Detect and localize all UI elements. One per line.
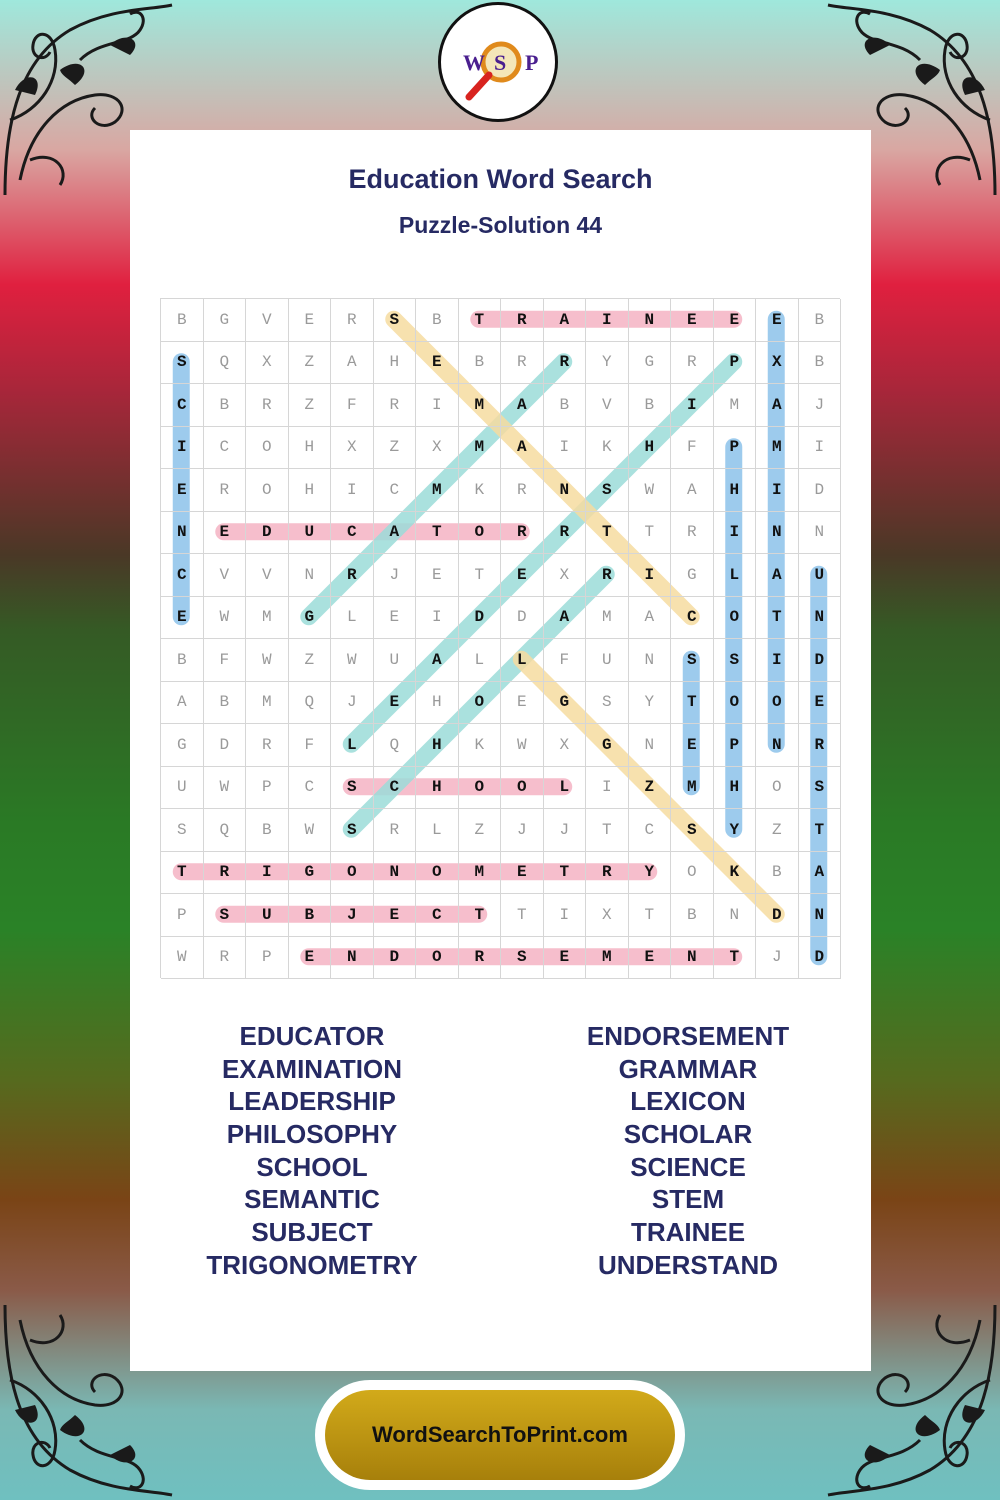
grid-cell: A <box>629 597 672 640</box>
grid-cell: W <box>246 639 289 682</box>
grid-cell: S <box>204 894 247 937</box>
grid-cell: J <box>331 682 374 725</box>
grid-cell: B <box>799 299 842 342</box>
grid-cell: Z <box>756 809 799 852</box>
grid-cell: T <box>629 894 672 937</box>
grid-cell: C <box>374 767 417 810</box>
grid-cell: O <box>246 469 289 512</box>
grid-cell: W <box>331 639 374 682</box>
grid-cell: G <box>629 342 672 385</box>
grid-cell: J <box>544 809 587 852</box>
grid-cell: H <box>416 724 459 767</box>
grid-cell: L <box>416 809 459 852</box>
grid-cell: A <box>501 427 544 470</box>
grid-cell: T <box>459 894 502 937</box>
grid-cell: T <box>629 512 672 555</box>
grid-cell: A <box>544 597 587 640</box>
grid-cell: M <box>246 682 289 725</box>
grid-cell: D <box>799 639 842 682</box>
grid-cell: I <box>671 384 714 427</box>
grid-cell: B <box>671 894 714 937</box>
grid-cell: P <box>246 767 289 810</box>
grid-cell: S <box>331 767 374 810</box>
grid-cell: S <box>161 342 204 385</box>
grid-cell: H <box>289 427 332 470</box>
grid-cell: Q <box>204 809 247 852</box>
grid-cell: E <box>501 554 544 597</box>
grid-cell: R <box>246 724 289 767</box>
letter-grid <box>160 298 840 978</box>
grid-cell: D <box>374 937 417 980</box>
grid-cell: T <box>799 809 842 852</box>
grid-cell: K <box>459 469 502 512</box>
word-list-item: PHILOSOPHY <box>226 1119 398 1150</box>
grid-cell: N <box>799 597 842 640</box>
grid-cell: B <box>204 384 247 427</box>
grid-cell: M <box>459 384 502 427</box>
grid-cell: T <box>416 512 459 555</box>
grid-cell: X <box>331 427 374 470</box>
grid-cell: I <box>586 299 629 342</box>
grid-cell: E <box>756 299 799 342</box>
word-list-item: SUBJECT <box>251 1217 373 1248</box>
grid-cell: Y <box>629 682 672 725</box>
grid-cell: D <box>799 937 842 980</box>
grid-cell: G <box>671 554 714 597</box>
grid-cell: X <box>544 554 587 597</box>
grid-cell: D <box>246 512 289 555</box>
grid-cell: I <box>629 554 672 597</box>
grid-cell: O <box>756 767 799 810</box>
grid-cell: X <box>246 342 289 385</box>
grid-cell: E <box>714 299 757 342</box>
grid-cell: R <box>331 299 374 342</box>
grid-cell: D <box>459 597 502 640</box>
grid-cell: B <box>246 809 289 852</box>
grid-cell: O <box>459 682 502 725</box>
grid-cell: E <box>204 512 247 555</box>
grid-cell: P <box>714 427 757 470</box>
word-list-item: STEM <box>651 1184 725 1215</box>
grid-cell: Z <box>629 767 672 810</box>
grid-cell: R <box>501 469 544 512</box>
grid-cell: D <box>501 597 544 640</box>
grid-cell: N <box>629 299 672 342</box>
grid-cell: N <box>629 724 672 767</box>
grid-cell: B <box>416 299 459 342</box>
grid-cell: C <box>629 809 672 852</box>
grid-cell: W <box>204 597 247 640</box>
grid-cell: K <box>459 724 502 767</box>
grid-cell: F <box>289 724 332 767</box>
grid-cell: L <box>459 639 502 682</box>
grid-cell: V <box>246 299 289 342</box>
grid-cell: L <box>544 767 587 810</box>
grid-cell: B <box>544 384 587 427</box>
grid-cell: O <box>501 767 544 810</box>
page-subtitle: Puzzle-Solution 44 <box>398 212 603 238</box>
grid-cell: G <box>289 852 332 895</box>
grid-cell: C <box>331 512 374 555</box>
grid-cell: E <box>416 554 459 597</box>
grid-cell: M <box>459 427 502 470</box>
grid-cell: E <box>799 682 842 725</box>
grid-cell: S <box>671 639 714 682</box>
grid-cell: S <box>586 469 629 512</box>
grid-cell: V <box>204 554 247 597</box>
grid-cell: S <box>714 639 757 682</box>
grid-cell: A <box>756 554 799 597</box>
grid-cell: I <box>246 852 289 895</box>
grid-cell: A <box>161 682 204 725</box>
grid-cell: E <box>374 682 417 725</box>
grid-cell: W <box>204 767 247 810</box>
grid-cell: I <box>799 427 842 470</box>
grid-cell: M <box>246 597 289 640</box>
grid-cell: W <box>629 469 672 512</box>
grid-cell: A <box>544 299 587 342</box>
grid-cell: I <box>756 469 799 512</box>
grid-cell: F <box>331 384 374 427</box>
grid-cell: P <box>714 724 757 767</box>
grid-cell: E <box>289 299 332 342</box>
logo-letter-s: S <box>494 50 507 75</box>
grid-cell: J <box>374 554 417 597</box>
grid-cell: T <box>586 809 629 852</box>
grid-cell: C <box>289 767 332 810</box>
grid-cell: J <box>501 809 544 852</box>
word-list-item: LEXICON <box>630 1086 746 1117</box>
grid-cell: G <box>544 682 587 725</box>
grid-cell: N <box>799 512 842 555</box>
grid-cell: B <box>161 639 204 682</box>
grid-cell: L <box>501 639 544 682</box>
grid-cell: R <box>501 512 544 555</box>
grid-cell: Q <box>289 682 332 725</box>
grid-cell: R <box>204 469 247 512</box>
grid-cell: J <box>799 384 842 427</box>
grid-cell: T <box>501 894 544 937</box>
grid-cell: A <box>374 512 417 555</box>
grid-cell: E <box>629 937 672 980</box>
grid-cell: H <box>416 767 459 810</box>
grid-cell: S <box>331 809 374 852</box>
grid-cell: L <box>331 724 374 767</box>
grid-cell: N <box>331 937 374 980</box>
grid-cell: G <box>586 724 629 767</box>
grid-cell: Q <box>374 724 417 767</box>
grid-cell: M <box>714 384 757 427</box>
grid-cell: O <box>671 852 714 895</box>
grid-cell: E <box>544 937 587 980</box>
word-list-item: LEADERSHIP <box>228 1086 396 1117</box>
grid-cell: Z <box>289 342 332 385</box>
word-list-item: EDUCATOR <box>239 1021 385 1051</box>
grid-cell: Q <box>204 342 247 385</box>
grid-cell: C <box>671 597 714 640</box>
grid-cell: F <box>204 639 247 682</box>
grid-cell: M <box>671 767 714 810</box>
word-list-item: TRAINEE <box>630 1217 746 1248</box>
grid-cell: N <box>714 894 757 937</box>
grid-cell: M <box>586 937 629 980</box>
grid-cell: H <box>416 682 459 725</box>
word-list-right <box>538 1020 838 1282</box>
grid-cell: B <box>756 852 799 895</box>
grid-cell: U <box>289 512 332 555</box>
word-list-item: SCHOLAR <box>623 1119 753 1150</box>
grid-cell: G <box>289 597 332 640</box>
word-list-item: SCHOOL <box>256 1151 368 1182</box>
grid-cell: C <box>374 469 417 512</box>
grid-cell: T <box>671 682 714 725</box>
grid-cell: R <box>331 554 374 597</box>
grid-cell: O <box>714 597 757 640</box>
grid-cell: D <box>204 724 247 767</box>
grid-cell: C <box>161 554 204 597</box>
grid-cell: S <box>799 767 842 810</box>
grid-cell: R <box>544 512 587 555</box>
grid-cell: R <box>501 342 544 385</box>
grid-cell: T <box>544 852 587 895</box>
grid-cell: Z <box>289 639 332 682</box>
grid-cell: V <box>246 554 289 597</box>
grid-cell: M <box>756 427 799 470</box>
grid-cell: A <box>756 384 799 427</box>
grid-cell: P <box>246 937 289 980</box>
grid-cell: N <box>629 639 672 682</box>
grid-cell: O <box>756 682 799 725</box>
grid-cell: T <box>714 937 757 980</box>
grid-cell: T <box>756 597 799 640</box>
grid-cell: J <box>756 937 799 980</box>
grid-cell: B <box>289 894 332 937</box>
grid-cell: F <box>544 639 587 682</box>
grid-cell: E <box>289 937 332 980</box>
grid-cell: A <box>799 852 842 895</box>
grid-cell: X <box>586 894 629 937</box>
grid-cell: H <box>289 469 332 512</box>
logo-letter-p: P <box>525 50 539 75</box>
grid-cell: U <box>161 767 204 810</box>
grid-cell: T <box>161 852 204 895</box>
grid-cell: B <box>799 342 842 385</box>
word-list-item: SCIENCE <box>630 1151 746 1182</box>
grid-cell: Y <box>714 809 757 852</box>
grid-cell: G <box>204 299 247 342</box>
grid-cell: K <box>714 852 757 895</box>
grid-cell: E <box>416 342 459 385</box>
word-list-item: TRIGONOMETRY <box>206 1249 418 1280</box>
grid-cell: O <box>416 937 459 980</box>
grid-cell: N <box>671 937 714 980</box>
grid-cell: H <box>629 427 672 470</box>
grid-cell: Z <box>374 427 417 470</box>
grid-cell: X <box>756 342 799 385</box>
grid-cell: N <box>161 512 204 555</box>
grid-cell: S <box>671 809 714 852</box>
grid-cell: O <box>714 682 757 725</box>
grid-cell: S <box>501 937 544 980</box>
word-list-item: GRAMMAR <box>618 1053 758 1084</box>
grid-cell: O <box>459 767 502 810</box>
grid-cell: R <box>204 937 247 980</box>
grid-cell: I <box>416 597 459 640</box>
grid-cell: T <box>586 512 629 555</box>
grid-cell: S <box>374 299 417 342</box>
grid-cell: B <box>629 384 672 427</box>
grid-cell: P <box>714 342 757 385</box>
grid-cell: I <box>544 894 587 937</box>
grid-cell: C <box>204 427 247 470</box>
grid-cell: R <box>204 852 247 895</box>
grid-cell: M <box>416 469 459 512</box>
grid-cell: E <box>671 724 714 767</box>
grid-cell: O <box>459 512 502 555</box>
grid-cell: I <box>161 427 204 470</box>
grid-cell: T <box>459 299 502 342</box>
grid-cell: I <box>331 469 374 512</box>
grid-cell: R <box>586 852 629 895</box>
grid-cell: I <box>586 767 629 810</box>
site-logo[interactable] <box>438 2 558 122</box>
grid-cell: N <box>756 512 799 555</box>
puzzle-sheet <box>130 130 871 1371</box>
grid-cell: A <box>331 342 374 385</box>
grid-cell: M <box>459 852 502 895</box>
grid-cell: H <box>374 342 417 385</box>
grid-cell: R <box>246 384 289 427</box>
grid-cell: U <box>799 554 842 597</box>
grid-cell: Z <box>459 809 502 852</box>
grid-cell: W <box>289 809 332 852</box>
word-list-left <box>162 1020 462 1282</box>
grid-cell: N <box>756 724 799 767</box>
grid-cell: L <box>714 554 757 597</box>
page-title: Education Word Search <box>348 164 653 194</box>
grid-cell: B <box>161 299 204 342</box>
grid-cell: R <box>586 554 629 597</box>
grid-cell: J <box>331 894 374 937</box>
grid-cell: I <box>756 639 799 682</box>
grid-cell: R <box>374 809 417 852</box>
grid-cell: F <box>671 427 714 470</box>
grid-cell: C <box>161 384 204 427</box>
grid-cell: N <box>374 852 417 895</box>
grid-cell: R <box>544 342 587 385</box>
grid-cell: X <box>544 724 587 767</box>
grid-cell: E <box>161 597 204 640</box>
grid-cell: A <box>416 639 459 682</box>
grid-cell: N <box>799 894 842 937</box>
grid-cell: R <box>501 299 544 342</box>
grid-cell: E <box>501 682 544 725</box>
grid-cell: B <box>459 342 502 385</box>
site-link[interactable]: WordSearchToPrint.com <box>325 1390 675 1480</box>
grid-cell: T <box>459 554 502 597</box>
grid-cell: R <box>459 937 502 980</box>
grid-cell: R <box>799 724 842 767</box>
grid-cell: O <box>246 427 289 470</box>
grid-cell: D <box>756 894 799 937</box>
grid-cell: P <box>161 894 204 937</box>
grid-cell: S <box>161 809 204 852</box>
grid-cell: C <box>416 894 459 937</box>
grid-cell: H <box>714 767 757 810</box>
word-list-item: ENDORSEMENT <box>586 1021 790 1051</box>
grid-cell: E <box>374 597 417 640</box>
grid-cell: A <box>671 469 714 512</box>
grid-cell: R <box>671 512 714 555</box>
grid-cell: R <box>374 384 417 427</box>
grid-cell: D <box>799 469 842 512</box>
grid-cell: X <box>416 427 459 470</box>
grid-cell: L <box>331 597 374 640</box>
grid-cell: Y <box>586 342 629 385</box>
grid-cell: Z <box>289 384 332 427</box>
logo-letter-w: W <box>463 50 485 75</box>
grid-cell: W <box>501 724 544 767</box>
word-list-item: UNDERSTAND <box>597 1249 779 1280</box>
grid-cell: B <box>204 682 247 725</box>
grid-cell: O <box>416 852 459 895</box>
grid-cell: A <box>501 384 544 427</box>
grid-cell: I <box>714 512 757 555</box>
grid-cell: U <box>246 894 289 937</box>
grid-cell: M <box>586 597 629 640</box>
word-list-item: SEMANTIC <box>244 1184 380 1215</box>
grid-cell: R <box>671 342 714 385</box>
grid-cell: I <box>416 384 459 427</box>
grid-cell: W <box>161 937 204 980</box>
grid-cell: U <box>586 639 629 682</box>
grid-cell: H <box>714 469 757 512</box>
grid-cell: U <box>374 639 417 682</box>
word-list-item: EXAMINATION <box>221 1053 403 1084</box>
grid-cell: K <box>586 427 629 470</box>
magnifier-icon <box>441 5 555 119</box>
grid-cell: E <box>161 469 204 512</box>
grid-cell: E <box>501 852 544 895</box>
grid-cell: I <box>544 427 587 470</box>
grid-cell: E <box>374 894 417 937</box>
grid-cell: Y <box>629 852 672 895</box>
grid-cell: S <box>586 682 629 725</box>
grid-cell: V <box>586 384 629 427</box>
grid-cell: O <box>331 852 374 895</box>
grid-cell: E <box>671 299 714 342</box>
grid-cell: N <box>289 554 332 597</box>
footer-banner <box>315 1380 685 1490</box>
grid-cell: N <box>544 469 587 512</box>
word-grid <box>160 298 840 978</box>
grid-cell: G <box>161 724 204 767</box>
